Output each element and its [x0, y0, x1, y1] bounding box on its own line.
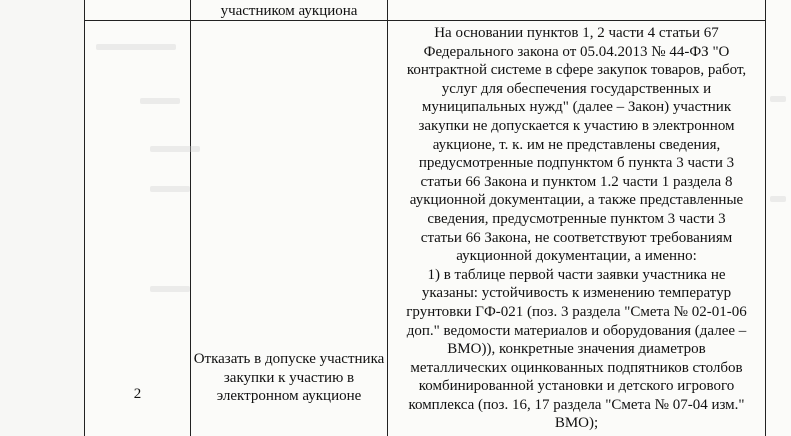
decision-cell: Отказать в допуске участника закупки к участию в электронном аукционе [193, 351, 385, 405]
scan-artifact [140, 98, 180, 104]
reason-line: аукционной документации, а именно: [456, 248, 697, 265]
reason-line: муниципальных нужд" (далее – Закон) участник [421, 99, 732, 116]
table-border-left [84, 0, 85, 436]
header-cell-text: участником аукциона [220, 3, 358, 19]
reason-line: комплекса (поз. 16, 17 раздела "Смета № 07-04 изм." [408, 396, 745, 413]
reason-cell [388, 24, 765, 433]
scan-artifact [770, 96, 786, 102]
reason-line: комбинированной установки и детского игрового [418, 378, 735, 395]
scan-artifact [770, 196, 786, 202]
reason-line: На основании пунктов 1, 2 части 4 статьи 67 [434, 25, 719, 41]
scan-artifact [96, 44, 176, 50]
table-row-divider [84, 20, 766, 21]
scan-artifact [150, 286, 190, 292]
scan-artifact [150, 186, 190, 192]
reason-line: предусмотренные подпунктом б пункта 3 части 3 [418, 155, 735, 172]
reason-line: контрактной системе в сфере закупок товаров, работ, [406, 62, 747, 79]
reason-line: грунтовки ГФ-021 (поз. 3 раздела "Смета № 02-01-06 [406, 303, 747, 320]
reason-line: металлических оцинкованных подпятников столбов [410, 359, 743, 376]
reason-line: аукционе, т. к. им не представлены сведения, [432, 136, 721, 153]
reason-line: доп." ведомости материалов и оборудования (далее – [406, 322, 747, 339]
reason-line: сведения, предусмотренные пунктом 3 части 3 [427, 210, 726, 227]
reason-line: статьи 66 Закона, не соответствуют требованиям [420, 229, 733, 246]
table-border-right [765, 0, 766, 436]
reason-line: ВМО); [554, 415, 599, 432]
scan-artifact [150, 146, 200, 152]
row-number: 2 [133, 386, 142, 402]
left-margin [0, 0, 84, 436]
reason-line: ВМО)), конкретные значения диаметров [447, 341, 706, 358]
reason-line: закупки не допускается к участию в электронном [418, 117, 735, 134]
reason-line: услуг для обеспечения государственных и [441, 80, 712, 97]
reason-line: указаны: устойчивость к изменению температур [421, 285, 732, 302]
reason-line: Федерального закона от 05.04.2013 № 44-ФЗ "О [423, 43, 730, 60]
reason-line: 1) в таблице первой части заявки участника не [427, 266, 726, 283]
reason-line: аукционной документации, а также представленные [409, 192, 744, 209]
reason-line: статьи 66 Закона и пунктом 1.2 части 1 раздела 8 [420, 173, 733, 190]
